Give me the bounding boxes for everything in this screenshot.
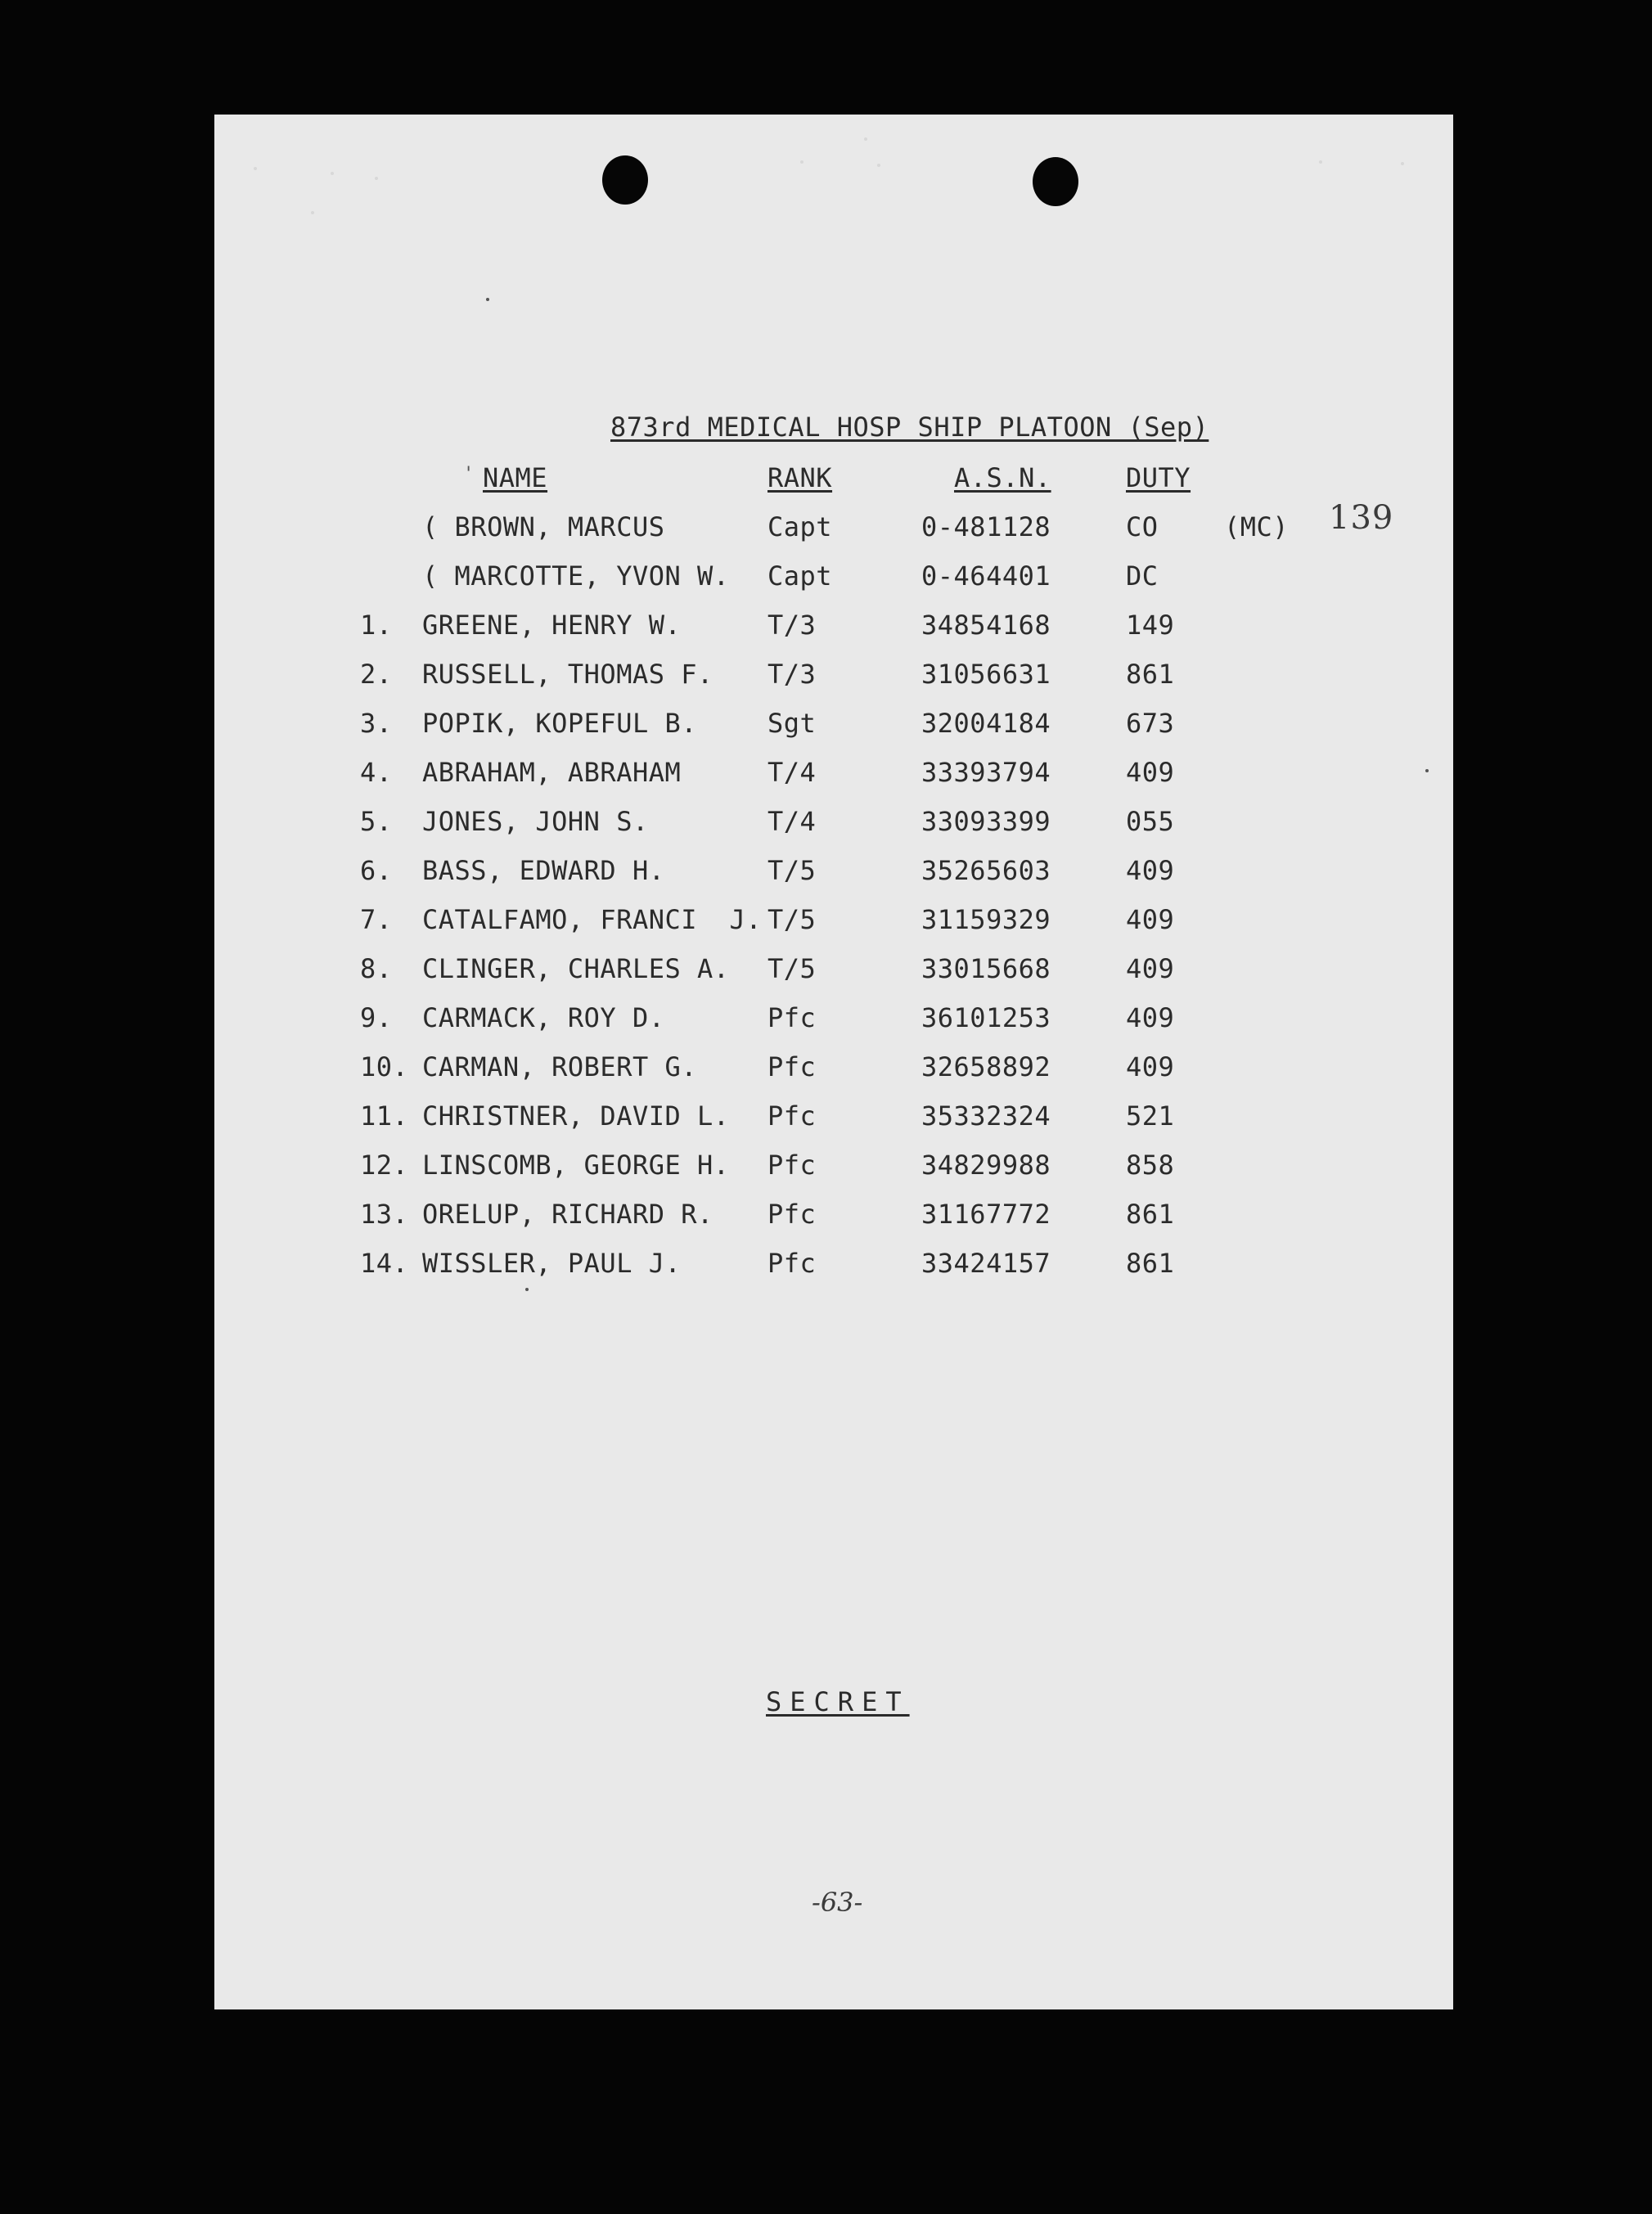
- row-asn: 31159329: [921, 904, 1051, 935]
- dust-speck: [877, 164, 880, 167]
- row-rank: Pfc: [767, 1248, 817, 1279]
- row-asn: 35332324: [921, 1100, 1051, 1132]
- header-name: NAME: [483, 462, 548, 493]
- row-asn: 34854168: [921, 610, 1051, 641]
- row-rank: T/3: [767, 610, 817, 641]
- dust-speck: [311, 211, 314, 214]
- row-duty: 673: [1126, 708, 1175, 739]
- row-asn: 31167772: [921, 1199, 1051, 1230]
- dust-speck: [1319, 160, 1322, 164]
- row-asn: 32658892: [921, 1051, 1051, 1082]
- row-asn: 32004184: [921, 708, 1051, 739]
- row-rank: Pfc: [767, 1100, 817, 1132]
- row-rank: Capt: [767, 560, 833, 592]
- row-rank: Pfc: [767, 1150, 817, 1181]
- header-rank: RANK: [767, 462, 833, 493]
- row-number: 11.: [360, 1100, 409, 1132]
- row-duty: 409: [1126, 1051, 1175, 1082]
- row-duty: 409: [1126, 1002, 1175, 1033]
- row-name: WISSLER, PAUL J.: [422, 1248, 682, 1279]
- row-asn: 33393794: [921, 757, 1051, 788]
- row-number: 13.: [360, 1199, 409, 1230]
- row-name: ( MARCOTTE, YVON W.: [422, 560, 730, 592]
- row-asn: 34829988: [921, 1150, 1051, 1181]
- row-duty: 149: [1126, 610, 1175, 641]
- dust-speck: [254, 167, 257, 170]
- header-duty: DUTY: [1126, 462, 1191, 493]
- row-duty: 521: [1126, 1100, 1175, 1132]
- typewriter-mark: ': [463, 464, 475, 484]
- row-duty: 409: [1126, 757, 1175, 788]
- row-duty: 861: [1126, 1248, 1175, 1279]
- roster-row: [0, 1199, 1652, 1249]
- row-name: ABRAHAM, ABRAHAM: [422, 757, 682, 788]
- row-number: 10.: [360, 1051, 409, 1082]
- row-duty: 409: [1126, 953, 1175, 984]
- page-number: -63-: [812, 1887, 863, 1918]
- row-duty: 861: [1126, 659, 1175, 690]
- row-name: ORELUP, RICHARD R.: [422, 1199, 713, 1230]
- dust-speck: [375, 177, 378, 180]
- row-number: 4.: [360, 757, 393, 788]
- row-asn: 36101253: [921, 1002, 1051, 1033]
- document-title: 873rd MEDICAL HOSP SHIP PLATOON (Sep): [610, 412, 1209, 443]
- dust-speck: [1401, 162, 1404, 165]
- row-rank: T/5: [767, 904, 817, 935]
- dust-speck: [800, 160, 803, 164]
- row-name: JONES, JOHN S.: [422, 806, 649, 837]
- roster-row: [0, 709, 1652, 758]
- row-name: CARMAN, ROBERT G.: [422, 1051, 698, 1082]
- row-rank: Sgt: [767, 708, 817, 739]
- row-name: CHRISTNER, DAVID L.: [422, 1100, 730, 1132]
- roster-row: [0, 1003, 1652, 1052]
- roster-row: [0, 758, 1652, 807]
- row-name: CLINGER, CHARLES A.: [422, 953, 730, 984]
- row-name: ( BROWN, MARCUS: [422, 511, 665, 542]
- row-rank: T/4: [767, 757, 817, 788]
- row-name: CARMACK, ROY D.: [422, 1002, 665, 1033]
- row-rank: Pfc: [767, 1051, 817, 1082]
- row-rank: Pfc: [767, 1002, 817, 1033]
- row-number: 5.: [360, 806, 393, 837]
- row-asn: 33424157: [921, 1248, 1051, 1279]
- row-number: 1.: [360, 610, 393, 641]
- row-rank: T/3: [767, 659, 817, 690]
- row-duty: CO: [1126, 511, 1159, 542]
- row-number: 2.: [360, 659, 393, 690]
- row-asn: 35265603: [921, 855, 1051, 886]
- punch-hole-right: [1033, 157, 1078, 206]
- roster-row: [0, 1052, 1652, 1101]
- row-rank: Pfc: [767, 1199, 817, 1230]
- stamp-number: 139: [1329, 499, 1394, 537]
- roster-row: [0, 1150, 1652, 1199]
- roster-row: [0, 512, 1652, 561]
- row-asn: 0-464401: [921, 560, 1051, 592]
- row-name: BASS, EDWARD H.: [422, 855, 665, 886]
- roster-row: [0, 610, 1652, 659]
- punch-hole-left: [602, 155, 648, 205]
- roster-row: [0, 905, 1652, 954]
- dust-speck: [331, 172, 334, 175]
- row-duty: 409: [1126, 904, 1175, 935]
- row-name: GREENE, HENRY W.: [422, 610, 682, 641]
- header-asn: A.S.N.: [954, 462, 1051, 493]
- row-name: CATALFAMO, FRANCI J.: [422, 904, 763, 935]
- row-name: LINSCOMB, GEORGE H.: [422, 1150, 730, 1181]
- roster-row: [0, 561, 1652, 610]
- roster-row: [0, 1249, 1652, 1298]
- row-duty: DC: [1126, 560, 1159, 592]
- row-number: 6.: [360, 855, 393, 886]
- roster-row: [0, 954, 1652, 1003]
- row-duty: 858: [1126, 1150, 1175, 1181]
- row-name: POPIK, KOPEFUL B.: [422, 708, 698, 739]
- row-rank: T/5: [767, 855, 817, 886]
- row-duty: 861: [1126, 1199, 1175, 1230]
- row-rank: Capt: [767, 511, 833, 542]
- row-asn: 0-481128: [921, 511, 1051, 542]
- row-asn: 33015668: [921, 953, 1051, 984]
- row-duty: 409: [1126, 855, 1175, 886]
- roster-row: [0, 659, 1652, 709]
- row-number: 7.: [360, 904, 393, 935]
- row-number: 8.: [360, 953, 393, 984]
- officers-note: (MC): [1224, 511, 1290, 542]
- row-name: RUSSELL, THOMAS F.: [422, 659, 713, 690]
- row-asn: 33093399: [921, 806, 1051, 837]
- row-duty: 055: [1126, 806, 1175, 837]
- dust-speck: [864, 137, 867, 141]
- row-number: 14.: [360, 1248, 409, 1279]
- row-number: 9.: [360, 1002, 393, 1033]
- row-number: 12.: [360, 1150, 409, 1181]
- row-rank: T/5: [767, 953, 817, 984]
- row-number: 3.: [360, 708, 393, 739]
- classification-marking: SECRET: [766, 1686, 910, 1717]
- row-rank: T/4: [767, 806, 817, 837]
- roster-row: [0, 1101, 1652, 1150]
- row-asn: 31056631: [921, 659, 1051, 690]
- roster-row: [0, 807, 1652, 856]
- dust-speck: [486, 298, 489, 301]
- roster-row: [0, 856, 1652, 905]
